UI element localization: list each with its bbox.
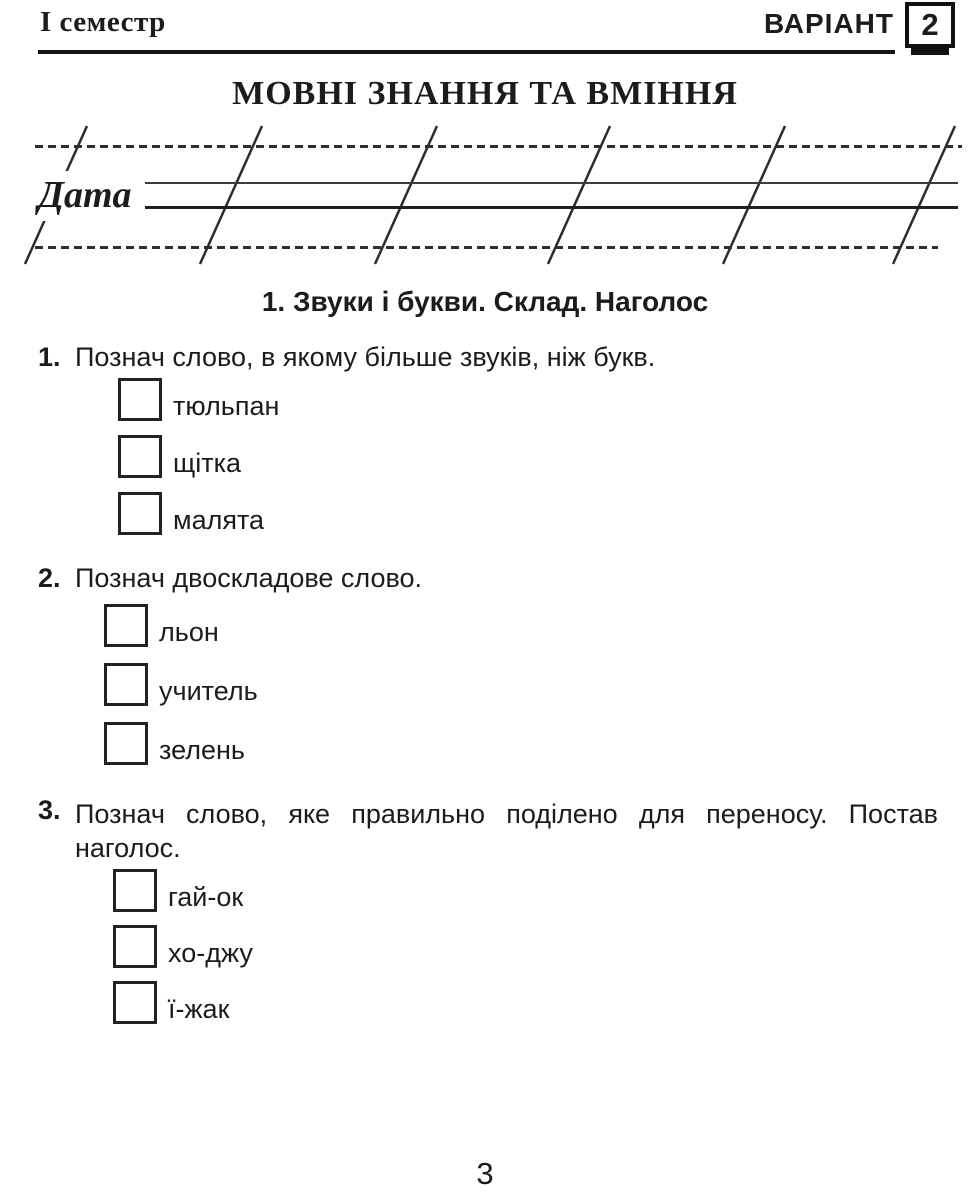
answer-option [104,663,938,706]
question-text: Познач слово, в якому більше звуків, ніж букв. [75,342,656,372]
question-number: 2. [38,563,61,593]
question-2-options [104,604,938,765]
answer-option [118,435,938,478]
dashed-guide-line-bottom [35,246,938,249]
date-label: Дата [34,171,140,221]
question-3-options [113,869,938,1024]
question-text: Познач двоскладове слово. [75,563,423,593]
page-number: 3 [476,1156,494,1191]
writing-line-upper [145,182,958,184]
answer-option [104,604,938,647]
answer-checkbox[interactable] [118,435,162,478]
answer-option [113,869,938,912]
variant-number: 2 [921,7,939,42]
date-writing-band [0,118,970,268]
question-text-line-1: Познач слово, яке правильно поділено для переносу. Постав [75,799,938,829]
question-number: 3. [38,795,61,825]
answer-checkbox[interactable] [104,604,148,647]
answer-label: льон [159,617,219,647]
variant-label: ВАРІАНТ [763,8,894,39]
page-title: МОВНІ ЗНАННЯ ТА ВМІННЯ [232,75,738,112]
dashed-guide-line-top [35,145,962,148]
question-3 [38,795,938,1024]
answer-checkbox[interactable] [113,981,157,1024]
answer-option [118,492,938,535]
variant-header [764,2,955,48]
answer-label: учитель [159,676,258,706]
header-divider [38,50,895,54]
question-1-options [118,378,938,535]
answer-checkbox[interactable] [113,869,157,912]
question-2 [38,563,938,765]
answer-checkbox[interactable] [118,378,162,421]
question-1 [38,342,938,535]
answer-checkbox[interactable] [104,663,148,706]
answer-checkbox[interactable] [113,925,157,968]
variant-number-box [905,2,955,48]
answer-label: тюльпан [173,391,280,421]
answer-checkbox[interactable] [118,492,162,535]
semester-label: І семестр [40,6,166,38]
answer-label: зелень [159,735,245,765]
answer-label: ї-жак [168,994,230,1024]
answer-label: хо-джу [168,938,253,968]
answer-option [118,378,938,421]
answer-label: малята [173,505,265,535]
question-number: 1. [38,342,61,372]
question-text-line-2: наголос. [75,833,181,863]
answer-option [113,925,938,968]
answer-option [113,981,938,1024]
section-heading: 1. Звуки і букви. Склад. Наголос [261,286,709,317]
answer-checkbox[interactable] [104,722,148,765]
answer-option [104,722,938,765]
writing-line-lower [145,206,958,209]
answer-label: гай-ок [168,882,244,912]
answer-label: щітка [173,448,242,478]
